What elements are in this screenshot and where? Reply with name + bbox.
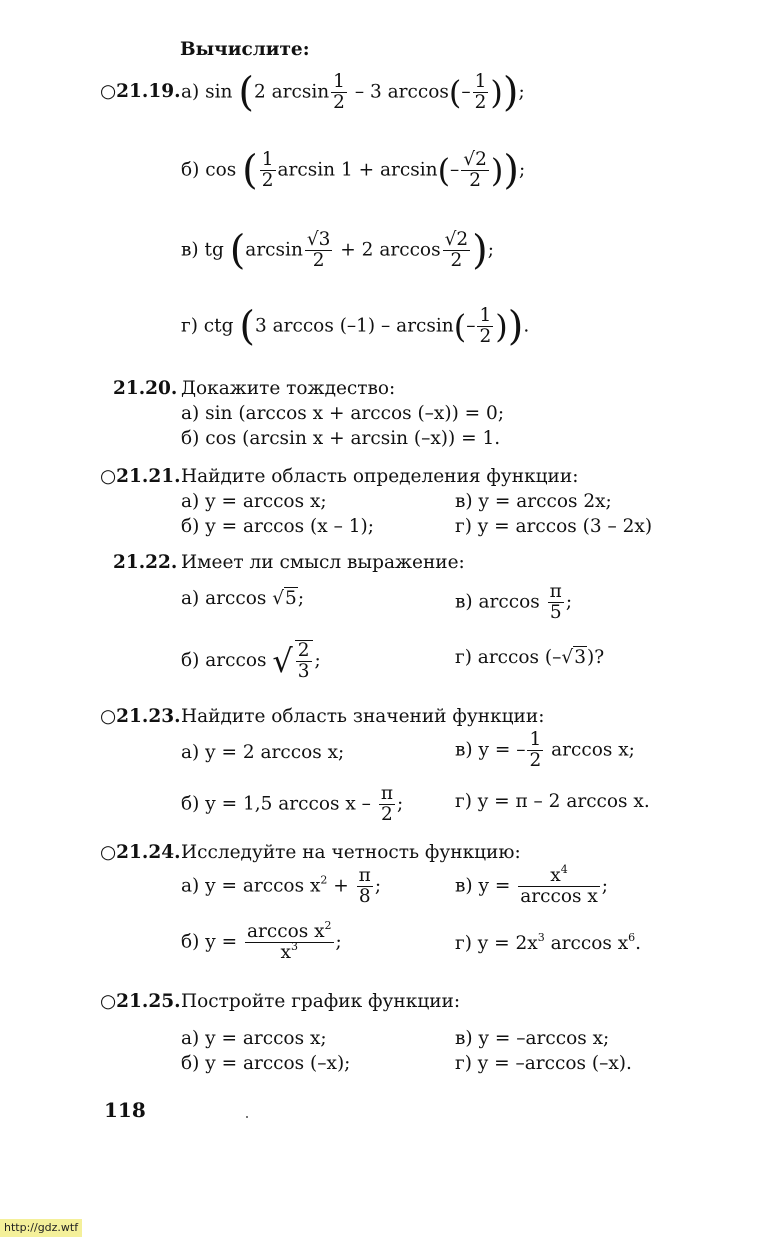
problem-21-25-b: б) y = arccos (–x);	[181, 1053, 351, 1074]
problem-21-21-d: г) y = arccos (3 – 2x)	[455, 516, 653, 537]
problem-21-24-a: а) $y = \arccos x^2$ + $\frac{\pi}{8}$ ;	[181, 865, 382, 907]
problem-21-25-a: а) y = arccos x;	[181, 1028, 327, 1049]
problem-21-19-c: в) tg (arcsin $\frac{√3}{2}$ + 2 arccos $\frac{√2}{2}$ );	[181, 227, 494, 274]
problem-21-22-b: б) arccos √ $\frac{2}{3}$ ;	[181, 640, 321, 682]
fraction: $\frac{√2}{2}$	[463, 149, 487, 191]
problem-21-25-title: Постройте график функции:	[181, 991, 461, 1012]
problem-number-21-24: ○21.24.	[100, 842, 181, 863]
problem-21-22-d: г) arccos (–√3)?	[455, 647, 605, 668]
scan-speck	[246, 1116, 248, 1118]
problem-21-19-d: г) ctg (3 arccos (–1) – arcsin(– $\frac{1}{2}$ )).	[181, 303, 530, 350]
problem-number-21-21: ○21.21.	[100, 466, 181, 487]
problem-number-21-20: 21.20.	[113, 378, 178, 399]
problem-21-22-c: в) arccos $\frac{\pi}{5}$ ;	[455, 581, 573, 623]
fraction: $\frac{√2}{2}$	[444, 229, 469, 271]
problem-21-23-d: г) y = π – 2 arccos x.	[455, 791, 650, 812]
problem-21-25-d: г) y = –arccos (–x).	[455, 1053, 632, 1074]
fraction: $\frac{\pi}{2}$	[380, 783, 393, 825]
problem-21-20-b: б) cos (arcsin x + arcsin (–x)) = 1.	[181, 428, 501, 449]
term: 2 arcsin	[253, 81, 330, 103]
problem-21-25-c: в) y = –arccos x;	[455, 1028, 610, 1049]
problem-21-22-title: Имеет ли смысл выражение:	[181, 552, 465, 573]
fraction: $\frac{\pi}{5}$	[549, 581, 562, 623]
fraction: $\frac{√3}{2}$	[306, 229, 331, 271]
fraction: $\frac{\pi}{8}$	[358, 865, 371, 907]
fraction: $\frac{\arccos x^2}{x^3}$	[246, 919, 332, 963]
fraction: $\frac{x^4}{\text{arccos x}}$	[520, 863, 598, 907]
problem-21-19-b: б) cos ( $\frac{1}{2}$ arcsin 1 + arcsin(– $\frac{√2}{2}$ ));	[181, 147, 526, 194]
problem-number-21-19: ○21.19.	[100, 81, 181, 102]
section-title: Вычислите:	[180, 39, 310, 60]
problem-21-21-title: Найдите область определения функции:	[181, 466, 579, 487]
problem-21-24-c: в) y = $\frac{x^4}{\text{arccos x}}$ ;	[455, 863, 609, 907]
paren-open: (	[448, 73, 462, 112]
fraction: $\frac{1}{2}$	[333, 71, 345, 113]
fraction: $\frac{1}{2}$	[474, 71, 487, 113]
problem-21-24-title: Исследуйте на четность функцию:	[181, 842, 521, 863]
problem-21-23-c: в) y = – $\frac{1}{2}$ arccos x;	[455, 729, 635, 771]
watermark-link[interactable]: http://gdz.wtf	[0, 1219, 82, 1237]
label: а) sin	[181, 81, 233, 103]
paren-close: )	[490, 73, 503, 112]
problem-21-21-c: в) y = arccos 2x;	[455, 491, 612, 512]
problem-number-21-25: ○21.25.	[100, 991, 181, 1012]
problem-number-21-22: 21.22.	[113, 552, 178, 573]
problem-21-22-a: а) arccos √5;	[181, 588, 305, 609]
term: – 3 arccos	[348, 81, 449, 103]
page-number: 118	[104, 1098, 146, 1122]
problem-21-23-title: Найдите область значений функции:	[181, 706, 545, 727]
problem-21-23-b: б) y = 1,5 arccos x – $\frac{\pi}{2}$ ;	[181, 783, 404, 825]
fraction: $\frac{1}{2}$	[261, 149, 274, 191]
problem-21-20-title: Докажите тождество:	[181, 378, 396, 399]
problem-21-20-a: а) sin (arccos x + arccos (–x)) = 0;	[181, 403, 505, 424]
problem-21-24-b: б) y = $\frac{\arccos x^2}{x^3}$ ;	[181, 919, 342, 963]
fraction: $\frac{1}{2}$	[479, 305, 492, 347]
fraction: $\frac{1}{2}$	[529, 729, 542, 771]
problem-21-21-a: а) y = arccos x;	[181, 491, 327, 512]
fraction: $\frac{2}{3}$	[295, 640, 313, 682]
problem-21-21-b: б) y = arccos (x – 1);	[181, 516, 374, 537]
paren-close: )	[502, 69, 519, 116]
paren-open: (	[238, 69, 254, 116]
problem-21-23-a: а) y = 2 arccos x;	[181, 742, 345, 763]
problem-21-19-a: а) sin (2 arcsin $\frac{1}{2}$ – 3 arccos(– $\frac{1}{2}$ ));	[181, 69, 525, 116]
problem-number-21-23: ○21.23.	[100, 706, 181, 727]
problem-21-24-d: г) $y = 2x^3$ $\arccos x^6$.	[455, 931, 642, 954]
